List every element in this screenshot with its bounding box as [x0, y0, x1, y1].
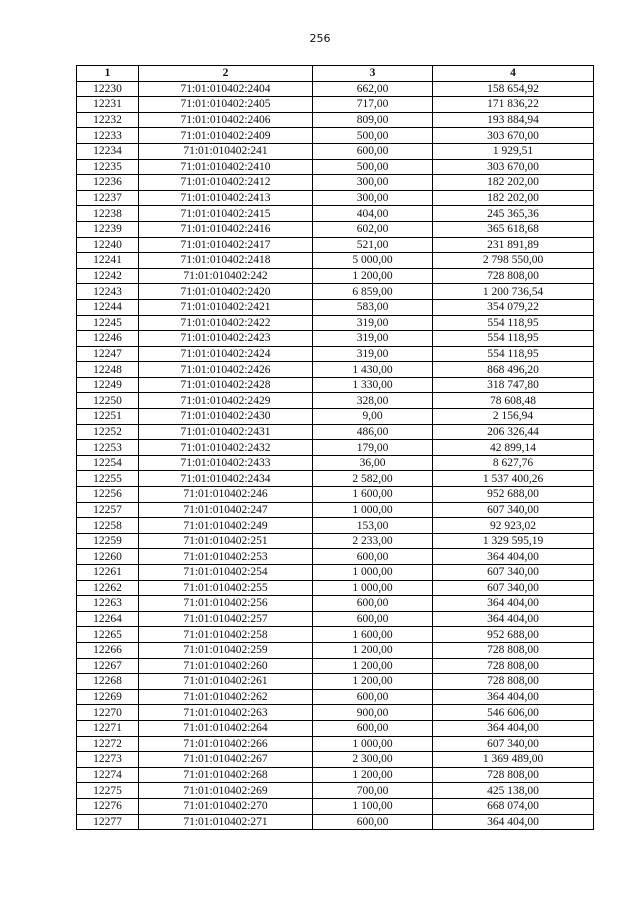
row-number-cell: 12257: [77, 502, 139, 518]
table-row: [77, 112, 594, 128]
cadastral-number-cell: 71:01:010402:2431: [139, 424, 313, 440]
table-row: [77, 642, 594, 658]
cadastral-number-cell: 71:01:010402:268: [139, 767, 313, 783]
area-cell: 1 200,00: [313, 658, 433, 674]
value-cell: 365 618,68: [433, 221, 594, 237]
area-cell: 1 200,00: [313, 674, 433, 690]
area-cell: 521,00: [313, 237, 433, 253]
table-row: [77, 518, 594, 534]
area-cell: 600,00: [313, 596, 433, 612]
cadastral-number-cell: 71:01:010402:253: [139, 549, 313, 565]
table-row: [77, 175, 594, 191]
area-cell: 319,00: [313, 315, 433, 331]
value-cell: 952 688,00: [433, 627, 594, 643]
value-cell: 1 537 400,26: [433, 471, 594, 487]
area-cell: 602,00: [313, 221, 433, 237]
area-cell: 5 000,00: [313, 253, 433, 269]
table-row: [77, 331, 594, 347]
table-row: [77, 674, 594, 690]
cadastral-number-cell: 71:01:010402:2404: [139, 81, 313, 97]
area-cell: 300,00: [313, 175, 433, 191]
cadastral-number-cell: 71:01:010402:266: [139, 736, 313, 752]
value-cell: 8 627,76: [433, 455, 594, 471]
cadastral-number-cell: 71:01:010402:2417: [139, 237, 313, 253]
row-number-cell: 12254: [77, 455, 139, 471]
table-row: [77, 533, 594, 549]
value-cell: 554 118,95: [433, 331, 594, 347]
value-cell: 364 404,00: [433, 720, 594, 736]
cadastral-number-cell: 71:01:010402:261: [139, 674, 313, 690]
row-number-cell: 12255: [77, 471, 139, 487]
area-cell: 809,00: [313, 112, 433, 128]
table-row: [77, 471, 594, 487]
table-row: [77, 455, 594, 471]
area-cell: 600,00: [313, 814, 433, 830]
area-cell: 404,00: [313, 206, 433, 222]
cadastral-number-cell: 71:01:010402:263: [139, 705, 313, 721]
cadastral-number-cell: 71:01:010402:251: [139, 533, 313, 549]
area-cell: 583,00: [313, 299, 433, 315]
value-cell: 728 808,00: [433, 674, 594, 690]
area-cell: 600,00: [313, 611, 433, 627]
row-number-cell: 12230: [77, 81, 139, 97]
cadastral-number-cell: 71:01:010402:259: [139, 642, 313, 658]
row-number-cell: 12244: [77, 299, 139, 315]
table-row: [77, 190, 594, 206]
table-row: [77, 502, 594, 518]
area-cell: 1 330,00: [313, 377, 433, 393]
cadastral-number-cell: 71:01:010402:256: [139, 596, 313, 612]
cadastral-number-cell: 71:01:010402:2422: [139, 315, 313, 331]
row-number-cell: 12258: [77, 518, 139, 534]
cadastral-number-cell: 71:01:010402:258: [139, 627, 313, 643]
cadastral-number-cell: 71:01:010402:2429: [139, 393, 313, 409]
page-number: 256: [309, 32, 331, 45]
table-row: [77, 128, 594, 144]
value-cell: 364 404,00: [433, 549, 594, 565]
table-row: [77, 783, 594, 799]
row-number-cell: 12267: [77, 658, 139, 674]
area-cell: 2 233,00: [313, 533, 433, 549]
value-cell: 318 747,80: [433, 377, 594, 393]
row-number-cell: 12241: [77, 253, 139, 269]
row-number-cell: 12256: [77, 487, 139, 503]
area-cell: 2 582,00: [313, 471, 433, 487]
row-number-cell: 12234: [77, 143, 139, 159]
value-cell: 2 156,94: [433, 409, 594, 425]
area-cell: 319,00: [313, 331, 433, 347]
area-cell: 1 200,00: [313, 767, 433, 783]
value-cell: 78 608,48: [433, 393, 594, 409]
column-header: 1: [77, 66, 139, 82]
row-number-cell: 12250: [77, 393, 139, 409]
table-row: [77, 720, 594, 736]
cadastral-number-cell: 71:01:010402:271: [139, 814, 313, 830]
value-cell: 182 202,00: [433, 190, 594, 206]
table-row: [77, 237, 594, 253]
value-cell: 182 202,00: [433, 175, 594, 191]
value-cell: 171 836,22: [433, 97, 594, 113]
row-number-cell: 12252: [77, 424, 139, 440]
row-number-cell: 12240: [77, 237, 139, 253]
area-cell: 1 000,00: [313, 502, 433, 518]
table-row: [77, 767, 594, 783]
area-cell: 600,00: [313, 143, 433, 159]
value-cell: 607 340,00: [433, 565, 594, 581]
area-cell: 500,00: [313, 159, 433, 175]
area-cell: 662,00: [313, 81, 433, 97]
table-row: [77, 97, 594, 113]
value-cell: 425 138,00: [433, 783, 594, 799]
table-row: [77, 299, 594, 315]
area-cell: 1 200,00: [313, 268, 433, 284]
row-number-cell: 12259: [77, 533, 139, 549]
row-number-cell: 12275: [77, 783, 139, 799]
table-row: [77, 580, 594, 596]
area-cell: 600,00: [313, 689, 433, 705]
area-cell: 1 430,00: [313, 362, 433, 378]
area-cell: 2 300,00: [313, 752, 433, 768]
row-number-cell: 12268: [77, 674, 139, 690]
row-number-cell: 12245: [77, 315, 139, 331]
cadastral-number-cell: 71:01:010402:257: [139, 611, 313, 627]
cadastral-number-cell: 71:01:010402:2413: [139, 190, 313, 206]
cadastral-number-cell: 71:01:010402:2420: [139, 284, 313, 300]
cadastral-number-cell: 71:01:010402:2406: [139, 112, 313, 128]
cadastral-number-cell: 71:01:010402:2424: [139, 346, 313, 362]
cadastral-number-cell: 71:01:010402:2415: [139, 206, 313, 222]
row-number-cell: 12260: [77, 549, 139, 565]
value-cell: 92 923,02: [433, 518, 594, 534]
table-row: [77, 752, 594, 768]
table-row: [77, 268, 594, 284]
area-cell: 9,00: [313, 409, 433, 425]
area-cell: 6 859,00: [313, 284, 433, 300]
row-number-cell: 12270: [77, 705, 139, 721]
row-number-cell: 12242: [77, 268, 139, 284]
value-cell: 2 798 550,00: [433, 253, 594, 269]
data-table: [76, 65, 594, 830]
cadastral-number-cell: 71:01:010402:2416: [139, 221, 313, 237]
value-cell: 364 404,00: [433, 596, 594, 612]
cadastral-number-cell: 71:01:010402:2418: [139, 253, 313, 269]
cadastral-number-cell: 71:01:010402:2428: [139, 377, 313, 393]
table-row: [77, 284, 594, 300]
cadastral-number-cell: 71:01:010402:2434: [139, 471, 313, 487]
value-cell: 728 808,00: [433, 268, 594, 284]
row-number-cell: 12251: [77, 409, 139, 425]
row-number-cell: 12266: [77, 642, 139, 658]
area-cell: 486,00: [313, 424, 433, 440]
area-cell: 1 000,00: [313, 565, 433, 581]
cadastral-number-cell: 71:01:010402:2426: [139, 362, 313, 378]
cadastral-number-cell: 71:01:010402:2421: [139, 299, 313, 315]
cadastral-number-cell: 71:01:010402:246: [139, 487, 313, 503]
row-number-cell: 12236: [77, 175, 139, 191]
table-header-row: [77, 66, 594, 82]
area-cell: 1 600,00: [313, 487, 433, 503]
area-cell: 179,00: [313, 440, 433, 456]
value-cell: 728 808,00: [433, 658, 594, 674]
value-cell: 668 074,00: [433, 798, 594, 814]
table-row: [77, 611, 594, 627]
table-row: [77, 549, 594, 565]
cadastral-number-cell: 71:01:010402:270: [139, 798, 313, 814]
cadastral-number-cell: 71:01:010402:2433: [139, 455, 313, 471]
area-cell: 1 100,00: [313, 798, 433, 814]
table-row: [77, 596, 594, 612]
cadastral-number-cell: 71:01:010402:2410: [139, 159, 313, 175]
value-cell: 607 340,00: [433, 580, 594, 596]
table-row: [77, 705, 594, 721]
row-number-cell: 12272: [77, 736, 139, 752]
column-header: 3: [313, 66, 433, 82]
cadastral-number-cell: 71:01:010402:269: [139, 783, 313, 799]
table-row: [77, 81, 594, 97]
value-cell: 354 079,22: [433, 299, 594, 315]
value-cell: 607 340,00: [433, 736, 594, 752]
table-row: [77, 440, 594, 456]
cadastral-number-cell: 71:01:010402:241: [139, 143, 313, 159]
cadastral-number-cell: 71:01:010402:2409: [139, 128, 313, 144]
value-cell: 728 808,00: [433, 767, 594, 783]
value-cell: 728 808,00: [433, 642, 594, 658]
cadastral-number-cell: 71:01:010402:2432: [139, 440, 313, 456]
cadastral-number-cell: 71:01:010402:2430: [139, 409, 313, 425]
table-row: [77, 627, 594, 643]
table-row: [77, 393, 594, 409]
area-cell: 153,00: [313, 518, 433, 534]
area-cell: 1 600,00: [313, 627, 433, 643]
area-cell: 300,00: [313, 190, 433, 206]
row-number-cell: 12261: [77, 565, 139, 581]
area-cell: 1 000,00: [313, 580, 433, 596]
row-number-cell: 12243: [77, 284, 139, 300]
table-row: [77, 206, 594, 222]
table-row: [77, 814, 594, 830]
table-row: [77, 424, 594, 440]
value-cell: 364 404,00: [433, 814, 594, 830]
row-number-cell: 12248: [77, 362, 139, 378]
area-cell: 700,00: [313, 783, 433, 799]
row-number-cell: 12276: [77, 798, 139, 814]
value-cell: 554 118,95: [433, 315, 594, 331]
row-number-cell: 12263: [77, 596, 139, 612]
table-row: [77, 159, 594, 175]
area-cell: 328,00: [313, 393, 433, 409]
row-number-cell: 12273: [77, 752, 139, 768]
column-header: 2: [139, 66, 313, 82]
cadastral-number-cell: 71:01:010402:264: [139, 720, 313, 736]
row-number-cell: 12232: [77, 112, 139, 128]
table-row: [77, 362, 594, 378]
area-cell: 500,00: [313, 128, 433, 144]
area-cell: 600,00: [313, 720, 433, 736]
row-number-cell: 12269: [77, 689, 139, 705]
table-body: [77, 81, 594, 830]
table-row: [77, 798, 594, 814]
table-row: [77, 409, 594, 425]
table-row: [77, 487, 594, 503]
column-header: 4: [433, 66, 594, 82]
table-row: [77, 736, 594, 752]
table-row: [77, 143, 594, 159]
value-cell: 206 326,44: [433, 424, 594, 440]
table-row: [77, 253, 594, 269]
table-row: [77, 346, 594, 362]
value-cell: 554 118,95: [433, 346, 594, 362]
value-cell: 158 654,92: [433, 81, 594, 97]
area-cell: 900,00: [313, 705, 433, 721]
row-number-cell: 12246: [77, 331, 139, 347]
table-row: [77, 377, 594, 393]
value-cell: 546 606,00: [433, 705, 594, 721]
cadastral-number-cell: 71:01:010402:249: [139, 518, 313, 534]
value-cell: 1 200 736,54: [433, 284, 594, 300]
row-number-cell: 12265: [77, 627, 139, 643]
table-row: [77, 689, 594, 705]
area-cell: 1 200,00: [313, 642, 433, 658]
value-cell: 193 884,94: [433, 112, 594, 128]
cadastral-number-cell: 71:01:010402:260: [139, 658, 313, 674]
row-number-cell: 12247: [77, 346, 139, 362]
value-cell: 1 369 489,00: [433, 752, 594, 768]
cadastral-number-cell: 71:01:010402:242: [139, 268, 313, 284]
value-cell: 231 891,89: [433, 237, 594, 253]
value-cell: 868 496,20: [433, 362, 594, 378]
value-cell: 952 688,00: [433, 487, 594, 503]
table-row: [77, 315, 594, 331]
row-number-cell: 12264: [77, 611, 139, 627]
row-number-cell: 12239: [77, 221, 139, 237]
row-number-cell: 12277: [77, 814, 139, 830]
table-row: [77, 565, 594, 581]
area-cell: 1 000,00: [313, 736, 433, 752]
value-cell: 245 365,36: [433, 206, 594, 222]
cadastral-number-cell: 71:01:010402:2423: [139, 331, 313, 347]
row-number-cell: 12237: [77, 190, 139, 206]
value-cell: 607 340,00: [433, 502, 594, 518]
row-number-cell: 12235: [77, 159, 139, 175]
cadastral-number-cell: 71:01:010402:247: [139, 502, 313, 518]
value-cell: 42 899,14: [433, 440, 594, 456]
cadastral-number-cell: 71:01:010402:255: [139, 580, 313, 596]
cadastral-number-cell: 71:01:010402:254: [139, 565, 313, 581]
area-cell: 319,00: [313, 346, 433, 362]
cadastral-number-cell: 71:01:010402:2405: [139, 97, 313, 113]
row-number-cell: 12271: [77, 720, 139, 736]
area-cell: 717,00: [313, 97, 433, 113]
area-cell: 36,00: [313, 455, 433, 471]
value-cell: 1 929,51: [433, 143, 594, 159]
row-number-cell: 12231: [77, 97, 139, 113]
row-number-cell: 12262: [77, 580, 139, 596]
value-cell: 1 329 595,19: [433, 533, 594, 549]
cadastral-number-cell: 71:01:010402:262: [139, 689, 313, 705]
value-cell: 364 404,00: [433, 689, 594, 705]
row-number-cell: 12249: [77, 377, 139, 393]
row-number-cell: 12233: [77, 128, 139, 144]
table-row: [77, 221, 594, 237]
row-number-cell: 12274: [77, 767, 139, 783]
value-cell: 364 404,00: [433, 611, 594, 627]
cadastral-number-cell: 71:01:010402:2412: [139, 175, 313, 191]
value-cell: 303 670,00: [433, 159, 594, 175]
row-number-cell: 12253: [77, 440, 139, 456]
row-number-cell: 12238: [77, 206, 139, 222]
value-cell: 303 670,00: [433, 128, 594, 144]
cadastral-number-cell: 71:01:010402:267: [139, 752, 313, 768]
area-cell: 600,00: [313, 549, 433, 565]
table-row: [77, 658, 594, 674]
